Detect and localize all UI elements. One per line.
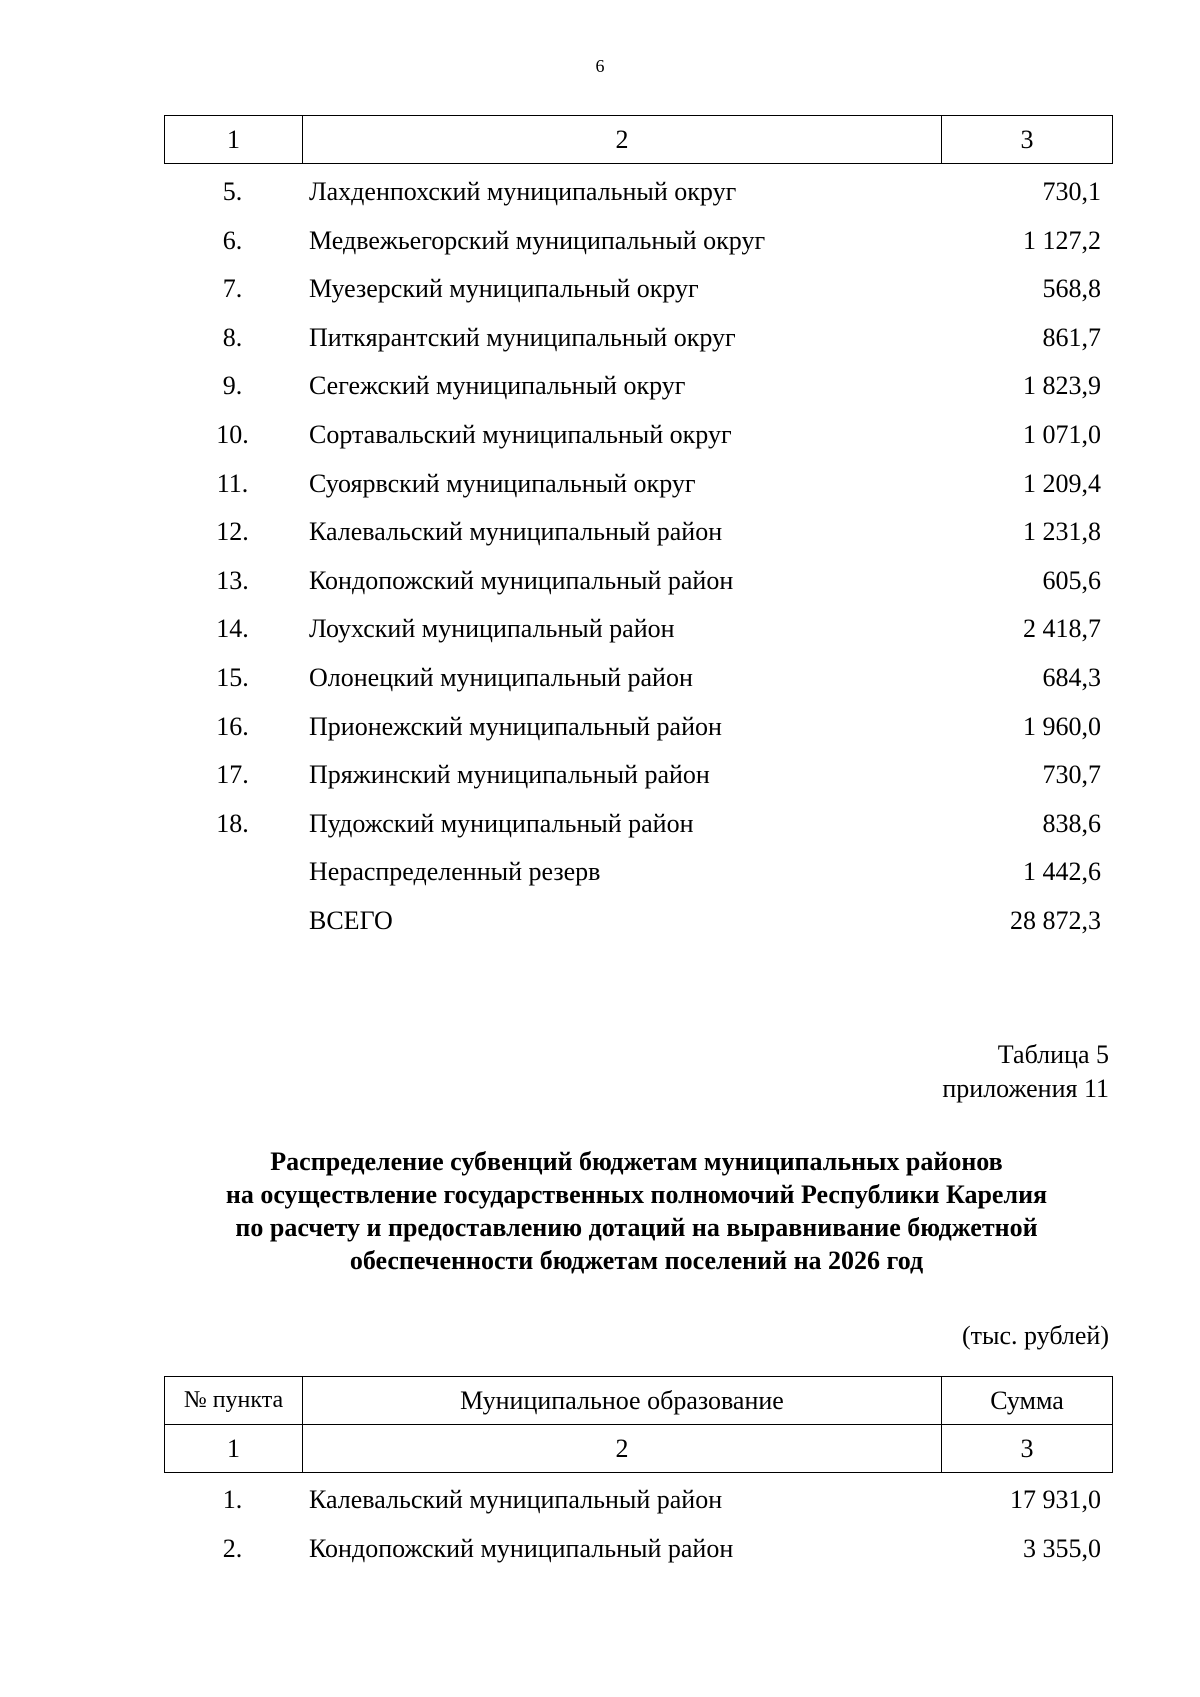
row-value: 2 418,7	[1023, 614, 1101, 644]
table-label	[942, 1038, 1109, 1106]
header-col-3: 3	[942, 116, 1113, 164]
row-value: 684,3	[1042, 662, 1101, 692]
table-row	[164, 605, 1109, 654]
page-number: 6	[595, 56, 605, 76]
row-value: 568,8	[1042, 274, 1101, 304]
table-row	[164, 508, 1109, 557]
title-line-4: обеспеченности бюджетам поселений на 2026 год	[349, 1246, 924, 1275]
row-value: 28 872,3	[1010, 905, 1101, 935]
row-number: 13.	[216, 565, 249, 595]
table-label-line-1: Таблица 5	[997, 1040, 1109, 1069]
header-col-1: 1	[165, 1425, 303, 1473]
table-row	[164, 217, 1109, 266]
title-line-3: по расчету и предоставлению дотаций на выравнивание бюджетной	[235, 1213, 1038, 1242]
row-value: 605,6	[1042, 565, 1101, 595]
row-number: 8.	[222, 322, 243, 352]
row-number: 14.	[216, 614, 249, 644]
table-row	[164, 557, 1109, 606]
title-line-1: Распределение субвенций бюджетам муниципальных районов	[270, 1147, 1003, 1176]
row-number: 12.	[216, 517, 249, 547]
row-name: Олонецкий муниципальный район	[309, 662, 693, 692]
row-number: 5.	[222, 177, 243, 206]
row-name: Пудожский муниципальный район	[309, 808, 694, 838]
row-value: 1 209,4	[1023, 468, 1101, 498]
row-value: 1 960,0	[1023, 711, 1101, 741]
table-row	[164, 751, 1109, 800]
row-value: 838,6	[1042, 808, 1101, 838]
row-name: Кондопожский муниципальный район	[309, 565, 734, 595]
row-name: Лоухский муниципальный район	[309, 614, 675, 644]
row-name: Лахденпохский муниципальный округ	[309, 177, 737, 206]
row-value: 730,7	[1042, 760, 1101, 790]
row-value: 1 442,6	[1023, 857, 1101, 887]
row-name: Прионежский муниципальный район	[309, 711, 722, 741]
row-name: Муезерский муниципальный округ	[309, 274, 699, 304]
row-name: Нераспределенный резерв	[309, 857, 601, 887]
document-title	[164, 1145, 1109, 1277]
table-row	[164, 1476, 1109, 1525]
bottom-table-header	[164, 1376, 1113, 1473]
row-name: Калевальский муниципальный район	[309, 1485, 723, 1514]
table-row	[164, 1525, 1109, 1574]
row-number: 15.	[216, 662, 249, 692]
table-row	[164, 460, 1109, 509]
units-label: (тыс. рублей)	[961, 1321, 1109, 1350]
row-name: Пряжинский муниципальный район	[309, 760, 710, 790]
table-row	[164, 411, 1109, 460]
row-number: 7.	[222, 274, 243, 304]
table-row	[164, 362, 1109, 411]
row-name: Сегежский муниципальный округ	[309, 371, 686, 401]
row-value: 1 127,2	[1023, 225, 1101, 255]
table-row	[164, 897, 1109, 946]
row-value: 861,7	[1042, 322, 1101, 352]
row-name: Калевальский муниципальный район	[309, 517, 723, 547]
row-value: 730,1	[1042, 177, 1101, 206]
row-name: Сортавальский муниципальный округ	[309, 419, 732, 449]
row-number: 10.	[216, 419, 249, 449]
header-col-2: 2	[303, 116, 942, 164]
row-value: 1 071,0	[1023, 419, 1101, 449]
header-col-2: 2	[303, 1425, 942, 1473]
row-name: Медвежьегорский муниципальный округ	[309, 225, 766, 255]
header-number-column: № пункта	[165, 1377, 303, 1425]
row-name: Суоярвский муниципальный округ	[309, 468, 696, 498]
row-name: ВСЕГО	[309, 905, 393, 935]
table-label-line-2: приложения 11	[942, 1074, 1109, 1103]
row-number: 11.	[216, 468, 249, 498]
row-number: 2.	[222, 1533, 243, 1563]
top-table-body	[164, 168, 1109, 946]
bottom-table-body	[164, 1476, 1109, 1573]
row-number: 16.	[216, 711, 249, 741]
top-table-header	[164, 115, 1113, 164]
header-col-1: 1	[165, 116, 303, 164]
row-value: 1 823,9	[1023, 371, 1101, 401]
table-row	[164, 848, 1109, 897]
table-row	[164, 314, 1109, 363]
row-number: 6.	[222, 225, 243, 255]
row-value: 1 231,8	[1023, 517, 1101, 547]
table-row	[164, 265, 1109, 314]
header-sum-column: Сумма	[942, 1377, 1113, 1425]
row-name: Питкярантский муниципальный округ	[309, 322, 736, 352]
table-row	[164, 800, 1109, 849]
header-col-3: 3	[942, 1425, 1113, 1473]
row-number: 18.	[216, 808, 249, 838]
title-line-2: на осуществление государственных полномочий Республики Карелия	[225, 1180, 1048, 1209]
row-name: Кондопожский муниципальный район	[309, 1533, 734, 1563]
row-number: 1.	[222, 1485, 243, 1514]
table-row	[164, 654, 1109, 703]
row-value: 17 931,0	[1010, 1485, 1101, 1514]
table-row	[164, 703, 1109, 752]
header-municipality-column: Муниципальное образование	[303, 1377, 942, 1425]
row-number: 17.	[216, 760, 249, 790]
row-number: 9.	[222, 371, 243, 401]
table-row	[164, 168, 1109, 217]
row-value: 3 355,0	[1023, 1533, 1101, 1563]
